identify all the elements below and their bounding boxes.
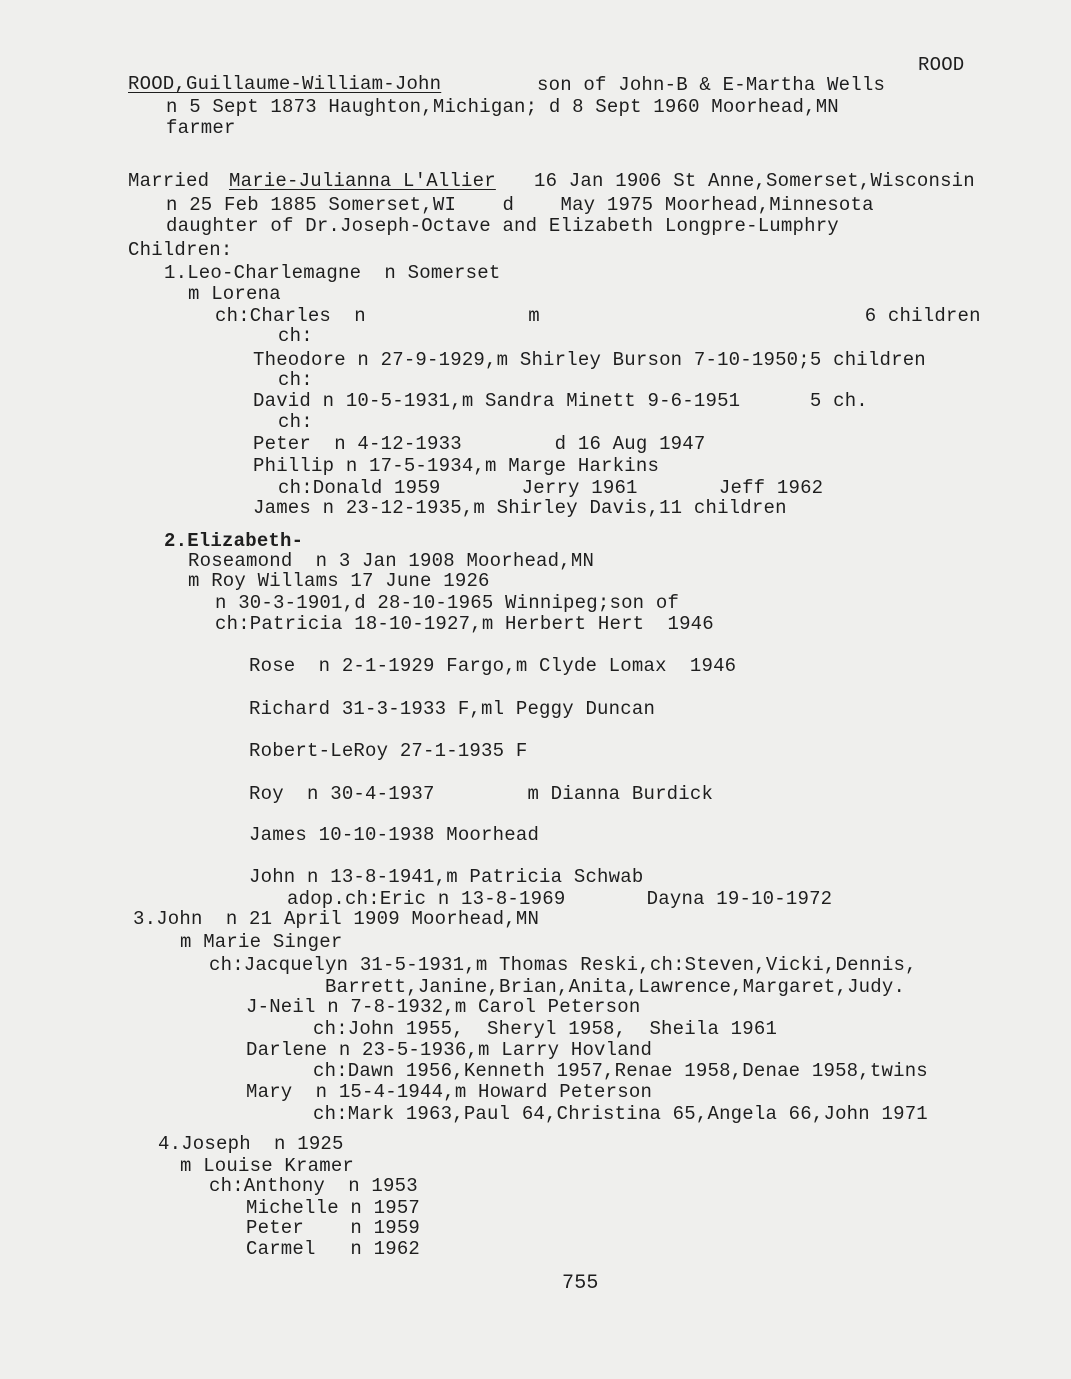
- subject-parents: son of John-B & E-Martha Wells: [537, 74, 886, 96]
- subject-birth-death: n 5 Sept 1873 Haughton,Michigan; d 8 Sept 1960 Moorhead,MN: [166, 96, 839, 118]
- record-line: ch:John 1955, Sheryl 1958, Sheila 1961: [313, 1018, 778, 1040]
- record-line: Richard 31-3-1933 F,ml Peggy Duncan: [249, 698, 656, 720]
- record-line: Rose n 2-1-1929 Fargo,m Clyde Lomax 1946: [249, 655, 737, 677]
- record-line: m Roy Willams 17 June 1926: [188, 570, 490, 592]
- record-line: ch:Charles n m 6 children: [215, 305, 981, 327]
- record-line: ch:Dawn 1956,Kenneth 1957,Renae 1958,Denae 1958,twins: [313, 1060, 928, 1082]
- record-line: Barrett,Janine,Brian,Anita,Lawrence,Margaret,Judy.: [325, 976, 906, 998]
- record-line: Darlene n 23-5-1936,m Larry Hovland: [246, 1039, 653, 1061]
- record-line: Roseamond n 3 Jan 1908 Moorhead,MN: [188, 550, 595, 572]
- record-line: Peter n 4-12-1933 d 16 Aug 1947: [253, 433, 706, 455]
- record-line: m Marie Singer: [180, 931, 343, 953]
- spouse-name: Marie-Julianna L'Allier: [229, 170, 496, 192]
- record-line: Carmel n 1962: [246, 1238, 421, 1260]
- record-line: James 10-10-1938 Moorhead: [249, 824, 540, 846]
- record-line: ch:Donald 1959 Jerry 1961 Jeff 1962: [278, 477, 824, 499]
- record-line: ch:: [278, 411, 313, 433]
- record-line: ch:Anthony n 1953: [209, 1175, 418, 1197]
- record-line: adop.ch:Eric n 13-8-1969 Dayna 19-10-1972: [287, 888, 833, 910]
- record-line: m Louise Kramer: [180, 1155, 355, 1177]
- corner-surname: ROOD: [918, 54, 965, 76]
- record-line: n 30-3-1901,d 28-10-1965 Winnipeg;son of: [215, 592, 680, 614]
- record-line: ch:: [278, 325, 313, 347]
- record-line: 4.Joseph n 1925: [158, 1133, 344, 1155]
- subject-occupation: farmer: [166, 117, 236, 139]
- record-line: ch:Patricia 18-10-1927,m Herbert Hert 1946: [215, 613, 714, 635]
- record-line: 2.Elizabeth-: [164, 530, 304, 552]
- record-line: Theodore n 27-9-1929,m Shirley Burson 7-10-1950;5 children: [253, 349, 926, 371]
- record-line: m Lorena: [188, 283, 281, 305]
- record-line: Phillip n 17-5-1934,m Marge Harkins: [253, 455, 660, 477]
- record-line: ch:: [278, 369, 313, 391]
- record-line: 1.Leo-Charlemagne n Somerset: [164, 262, 501, 284]
- record-line: Robert-LeRoy 27-1-1935 F: [249, 740, 528, 762]
- page-number: 755: [562, 1272, 599, 1295]
- record-line: James n 23-12-1935,m Shirley Davis,11 children: [253, 497, 787, 519]
- record-line: ch:Mark 1963,Paul 64,Christina 65,Angela 66,John 1971: [313, 1103, 928, 1125]
- record-line: Roy n 30-4-1937 m Dianna Burdick: [249, 783, 714, 805]
- record-line: John n 13-8-1941,m Patricia Schwab: [249, 866, 644, 888]
- marriage-detail: 16 Jan 1906 St Anne,Somerset,Wisconsin: [534, 170, 975, 192]
- record-line: ch:Jacquelyn 31-5-1931,m Thomas Reski,ch:Steven,Vicki,Dennis,: [209, 954, 917, 976]
- record-line: David n 10-5-1931,m Sandra Minett 9-6-1951 5 ch.: [253, 390, 868, 412]
- subject-name: ROOD,Guillaume-William-John: [128, 73, 442, 95]
- record-line: Mary n 15-4-1944,m Howard Peterson: [246, 1081, 653, 1103]
- record-line: J-Neil n 7-8-1932,m Carol Peterson: [246, 996, 641, 1018]
- marriage-prefix: Married: [128, 170, 210, 192]
- record-line: 3.John n 21 April 1909 Moorhead,MN: [133, 908, 540, 930]
- spouse-parents: daughter of Dr.Joseph-Octave and Elizabeth Longpre-Lumphry: [166, 215, 839, 237]
- spouse-birth-death: n 25 Feb 1885 Somerset,WI d May 1975 Moorhead,Minnesota: [166, 194, 874, 216]
- children-label: Children:: [128, 239, 233, 261]
- record-line: Peter n 1959: [246, 1217, 421, 1239]
- record-line: Michelle n 1957: [246, 1197, 421, 1219]
